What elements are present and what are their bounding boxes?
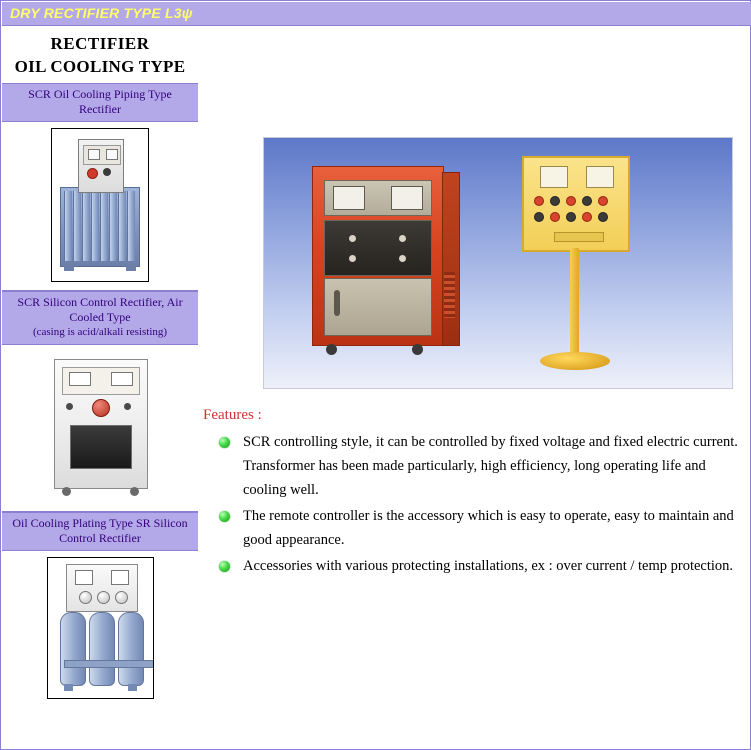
right-column — [201, 27, 750, 580]
product-thumb-1 — [2, 122, 198, 291]
features-list — [201, 430, 750, 578]
section-heading — [2, 27, 198, 83]
feature-text: The remote controller is the accessory which is easy to operate, easy to maintain and good appearance. — [243, 508, 734, 548]
product-caption-1-text: SCR Oil Cooling Piping Type Rectifier — [28, 87, 172, 116]
bullet-icon — [219, 561, 230, 572]
feature-item — [215, 554, 740, 578]
main-rectifier-unit — [312, 166, 458, 356]
product-caption-2-text: SCR Silicon Control Rectifier, Air Cooled Type — [17, 295, 183, 324]
heading-oil-cooling-type: OIL COOLING TYPE — [14, 57, 186, 76]
left-column — [2, 27, 198, 707]
oil-cooling-piping-type-rectifier-photo — [51, 128, 149, 282]
features-title: Features : — [203, 407, 262, 423]
product-caption-3 — [2, 512, 198, 551]
page-title: DRY RECTIFIER TYPE L3ψ — [10, 5, 193, 21]
product-caption-1 — [2, 83, 198, 122]
bullet-icon — [219, 511, 230, 522]
product-caption-2 — [2, 291, 198, 345]
remote-controller-unit — [516, 156, 636, 382]
bullet-icon — [219, 437, 230, 448]
product-thumb-3 — [2, 551, 198, 707]
product-caption-2-subtext: (casing is acid/alkali resisting) — [32, 326, 168, 338]
feature-text: Accessories with various protecting installations, ex : over current / temp protection. — [243, 558, 734, 574]
feature-item — [215, 430, 740, 502]
feature-text: SCR controlling style, it can be controlled by fixed voltage and fixed electric current. Transformer has been made particularly, high efficiency, long operating life and cooling well. — [243, 434, 738, 498]
oil-cooling-plating-type-rectifier-photo — [47, 557, 154, 699]
feature-item — [215, 504, 740, 552]
product-thumb-2 — [2, 345, 198, 512]
heading-rectifier: RECTIFIER — [50, 34, 150, 53]
rectifier-with-remote-controller-photo — [263, 137, 733, 389]
product-caption-3-text: Oil Cooling Plating Type SR Silicon Control Rectifier — [12, 516, 188, 545]
title-bar — [2, 2, 751, 26]
air-cooled-silicon-control-rectifier-photo — [40, 351, 160, 503]
